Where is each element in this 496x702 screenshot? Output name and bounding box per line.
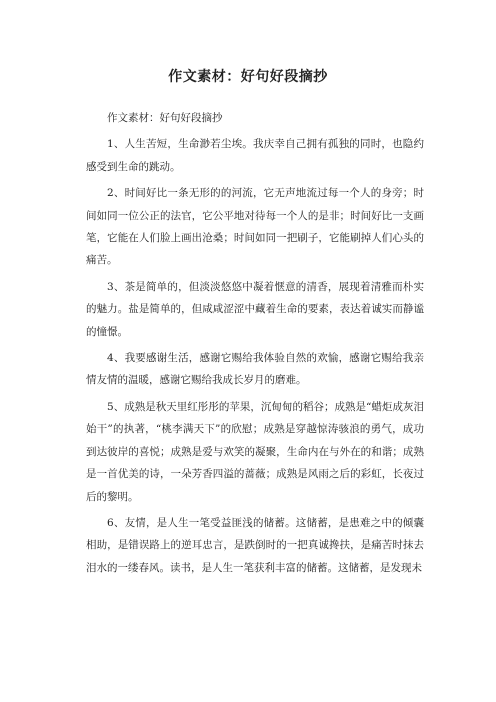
paragraph-5: 5、成熟是秋天里红彤彤的苹果，沉甸甸的稻谷；成熟是“蜡炬成灰泪始干”的执著，“桃李满天下”的欣慰；成熟是穿越惊涛骇浪的勇气，成功到达彼岸的喜悦；成熟是爱与欢笑的凝聚，生命内在与外在的和谐；成熟是一首优美的诗，一朵芳香四溢的蔷薇；成熟是风雨之后的彩虹，长夜过后的黎明。 [86,400,424,503]
paragraph-1: 1、人生苦短，生命渺若尘埃。我庆幸自己拥有孤独的同时，也隐约感受到生命的跳动。 [86,138,424,173]
paragraph-4: 4、我要感谢生活，感谢它赐给我体验自然的欢愉，感谢它赐给我亲情友情的温暖，感谢它赐给我成长岁月的磨难。 [86,352,424,387]
paragraph-3: 3、茶是简单的，但淡淡悠悠中凝着惬意的清香，展现着清雅而朴实的魅力。盐是简单的，但咸咸涩涩中藏着生命的要素，表达着诚实而静谧的憧憬。 [86,280,424,338]
document-subtitle: 作文素材：好句好段摘抄 [107,112,223,124]
document-body [86,107,424,579]
document-title: 作文素材：好句好段摘抄 [168,69,328,85]
paragraph-2: 2、时间好比一条无形的的河流，它无声地流过每一个人的身旁；时间如同一位公正的法官，它公平地对待每一个人的是非；时间好比一支画笔，它能在人们脸上画出沧桑；时间如同一把刷子，它能刷掉人们心头的痛苦。 [86,187,424,267]
paragraph-6: 6、友情，是人生一笔受益匪浅的储蓄。这储蓄，是患难之中的倾囊相助，是错误路上的逆耳忠言，是跌倒时的一把真诚搀扶，是痛苦时抹去泪水的一缕春风。读书，是人生一笔获利丰富的储蓄。这储蓄，是发现未 [86,516,424,574]
